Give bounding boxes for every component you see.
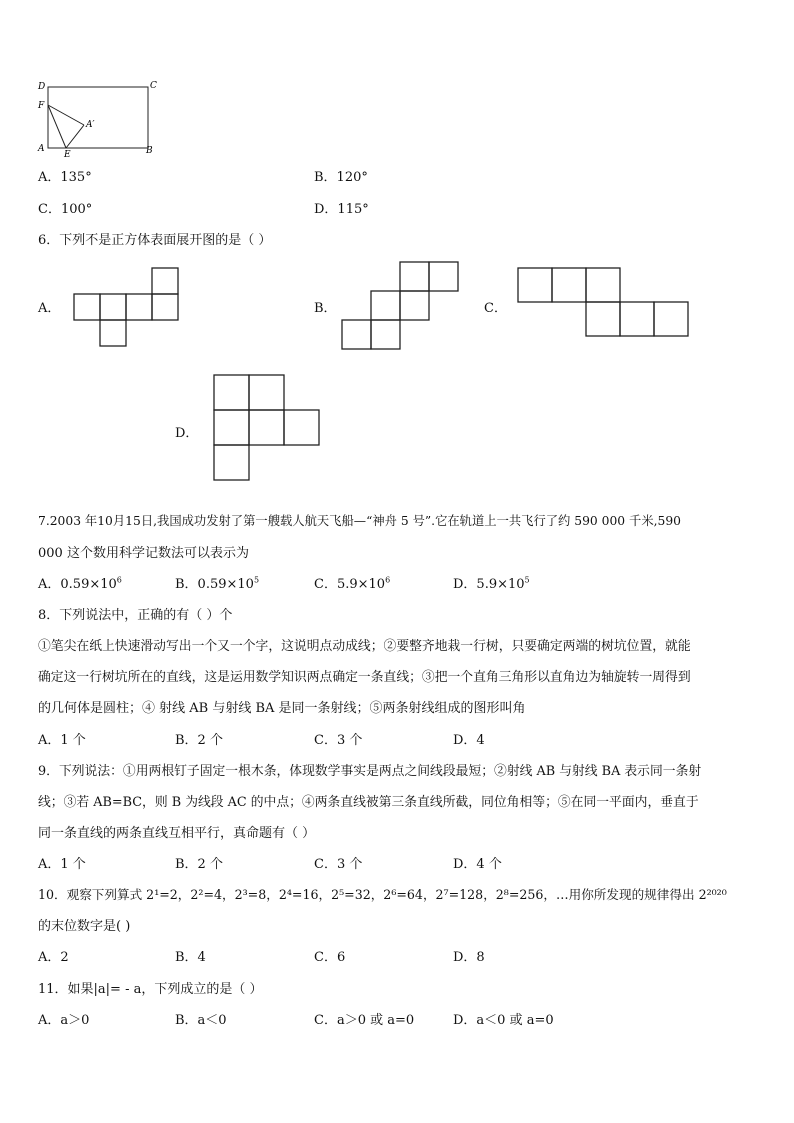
q7-option-a-exp: 6 [116, 575, 122, 585]
q6-option-a-label[interactable]: A． [38, 301, 61, 316]
q11-option-d[interactable]: D．a＜0 或 a=0 [453, 1013, 554, 1028]
q7-option-d[interactable] [453, 573, 530, 592]
q7-option-b-exp: 5 [253, 575, 260, 585]
q7-option-b[interactable] [175, 573, 259, 592]
label-e: E [64, 150, 71, 160]
q6-net-c[interactable] [515, 266, 690, 340]
label-c: C [150, 81, 157, 91]
q8-option-b[interactable]: B．2 个 [175, 733, 223, 748]
q7-option-a-base: A．0.59×10 [38, 577, 117, 592]
q8-option-d[interactable]: D．4 [453, 733, 485, 748]
label-b: B [146, 146, 153, 156]
q10-option-b[interactable]: B．4 [175, 950, 206, 965]
q6-option-c-label[interactable]: C． [484, 301, 507, 316]
q5-option-d[interactable]: D．115° [314, 202, 369, 217]
q10-option-a[interactable]: A．2 [38, 950, 69, 965]
q6-net-b[interactable] [340, 260, 462, 352]
q5-option-a[interactable]: A．135° [38, 170, 92, 185]
q8-option-c[interactable]: C．3 个 [314, 733, 363, 748]
q7-option-c[interactable] [314, 573, 390, 592]
q9-body-line-1: 9．下列说法：①用两根钉子固定一根木条，体现数学事实是两点之间线段最短；②射线 AB 与射线 BA 表示同一条射 [38, 764, 702, 779]
q8-body-line-3: 的几何体是圆柱；④ 射线 AB 与射线 BA 是同一条射线；⑤两条射线组成的图形叫角 [38, 701, 526, 716]
q9-option-d[interactable]: D．4 个 [453, 857, 502, 872]
label-d: D [38, 82, 46, 92]
rectangle-fold-figure [30, 75, 165, 160]
q7-option-d-exp: 5 [524, 575, 530, 585]
q8-body-line-1: ①笔尖在纸上快速滑动写出一个又一个字，这说明点动成线；②要整齐地栽一行树，只要确定两端的树坑位置，就能 [38, 639, 691, 654]
q9-option-c[interactable]: C．3 个 [314, 857, 363, 872]
q8-body-line-2: 确定这一行树坑所在的直线，这是运用数学知识两点确定一条直线；③把一个直角三角形以直角边为轴旋转一周得到 [38, 670, 691, 685]
label-a: A [38, 144, 45, 154]
q6-net-a[interactable] [72, 266, 182, 350]
q7-option-b-base: B．0.59×10 [175, 577, 254, 592]
q11-option-a[interactable]: A．a＞0 [38, 1013, 90, 1028]
q9-body-line-3: 同一条直线的两条直线互相平行，真命题有（ ） [38, 826, 316, 841]
q10-line-2: 的末位数字是( ) [38, 919, 131, 934]
q11-option-c[interactable]: C．a＞0 或 a=0 [314, 1013, 415, 1028]
q6-option-b-label[interactable]: B． [314, 301, 337, 316]
q11-option-b[interactable]: B．a＜0 [175, 1013, 227, 1028]
q7-option-d-base: D．5.9×10 [453, 577, 525, 592]
q6-stem: 6．下列不是正方体表面展开图的是（ ） [38, 233, 272, 248]
q10-line-1: 10．观察下列算式 2¹=2，2²=4，2³=8，2⁴=16，2⁵=32，2⁶=64，2⁷=128，2⁸=256，…用你所发现的规律得出 2²⁰²⁰ [38, 887, 727, 902]
q9-body-line-2: 线；③若 AB=BC，则 B 为线段 AC 的中点；④两条直线被第三条直线所截，同位角相等；⑤在同一平面内，垂直于 [38, 795, 699, 810]
q10-option-d[interactable]: D．8 [453, 950, 485, 965]
q6-option-d-label[interactable]: D． [175, 426, 199, 441]
q7-line-2: 000 这个数用科学记数法可以表示为 [38, 546, 249, 561]
q9-option-a[interactable]: A．1 个 [38, 857, 86, 872]
q5-option-c[interactable]: C．100° [38, 202, 93, 217]
q9-option-b[interactable]: B．2 个 [175, 857, 223, 872]
q7-option-c-exp: 6 [385, 575, 391, 585]
label-a-prime: A′ [86, 120, 95, 130]
label-f: F [38, 101, 45, 111]
q7-option-c-base: C．5.9×10 [314, 577, 386, 592]
q5-option-b[interactable]: B．120° [314, 170, 368, 185]
q11-stem: 11．如果|a|= - a，下列成立的是（ ） [38, 982, 263, 997]
q8-option-a[interactable]: A．1 个 [38, 733, 86, 748]
q6-net-d[interactable] [211, 372, 323, 484]
q7-line-1: 7.2003 年10月15日,我国成功发射了第一艘载人航天飞船—“神舟 5 号”.它在轨道上一共飞行了约 590 000 千米,590 [38, 514, 681, 528]
q7-option-a[interactable] [38, 573, 122, 592]
q8-stem: 8．下列说法中，正确的有（ ）个 [38, 608, 233, 623]
q10-option-c[interactable]: C．6 [314, 950, 346, 965]
